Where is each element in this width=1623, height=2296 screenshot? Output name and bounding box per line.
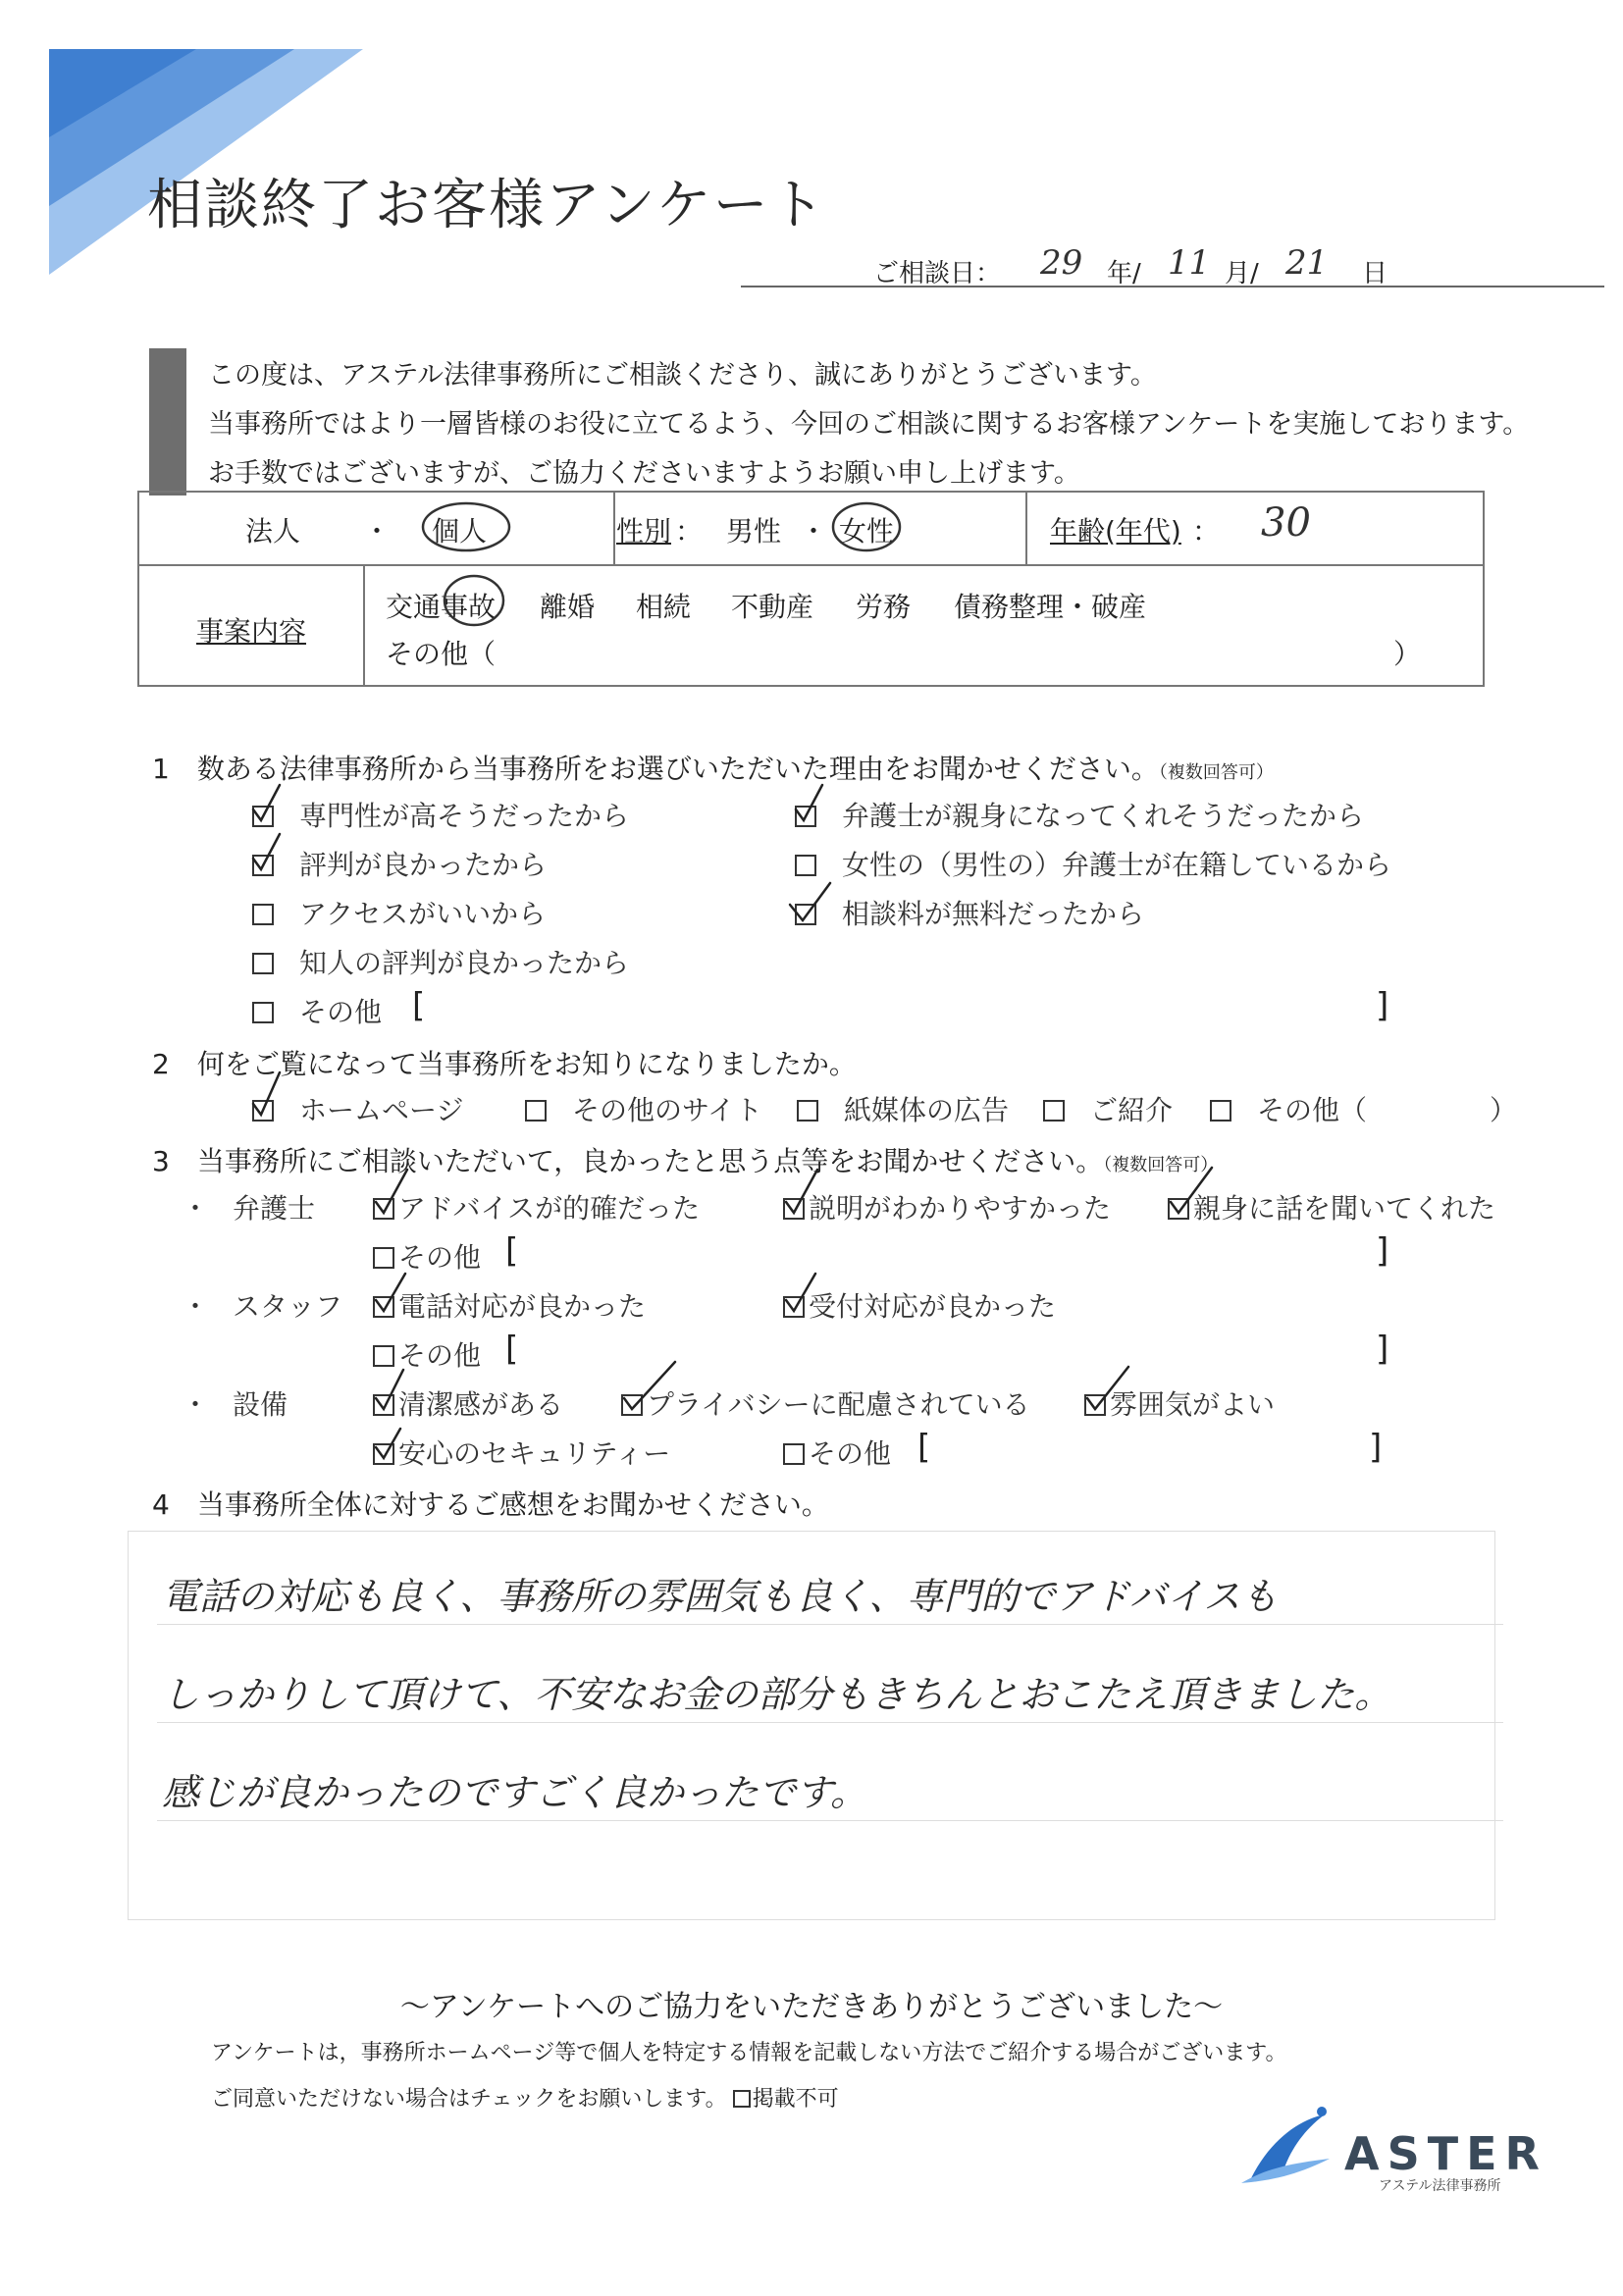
logo-name: ASTER: [1344, 2127, 1547, 2180]
table-divider: [613, 491, 615, 564]
intro-line: お手数ではございますが、ご協力くださいますようお願い申し上げます。: [208, 458, 1080, 489]
checkbox[interactable]: [795, 904, 816, 925]
page-title: 相談終了お客様アンケート: [147, 174, 827, 237]
q3-option[interactable]: アドバイスが的確だった: [373, 1187, 700, 1226]
comment-line: しっかりして頂けて、不安なお金の部分もきちんとおこたえ頂きました。: [162, 1673, 1392, 1716]
corp-option[interactable]: 法人: [245, 515, 301, 548]
q3-option[interactable]: その他: [783, 1433, 891, 1472]
colon: ：: [1192, 515, 1221, 548]
checkbox[interactable]: [373, 1198, 394, 1220]
checkbox[interactable]: [795, 806, 816, 827]
colon: ：: [675, 515, 704, 548]
case-item[interactable]: 離婚: [540, 591, 596, 623]
intro-line: この度は、アステル法律事務所にご相談くださり、誠にありがとうございます。: [208, 360, 1157, 391]
male-option[interactable]: 男性: [726, 515, 782, 548]
open-bracket: [: [917, 1428, 931, 1467]
question-3: 3 当事務所にご相談いただいて，良かったと思う点等をお聞かせください。（複数回答可）: [152, 1145, 1219, 1177]
checkbox[interactable]: [1043, 1100, 1065, 1122]
close-bracket: ]: [1369, 1428, 1383, 1467]
checkbox[interactable]: [373, 1247, 394, 1269]
checkbox[interactable]: [252, 904, 274, 925]
date-month: 11: [1168, 243, 1211, 283]
date-underline: [741, 286, 1604, 287]
q3-option[interactable]: 説明がわかりやすかった: [783, 1187, 1111, 1226]
checkbox[interactable]: [1210, 1100, 1231, 1122]
table-divider: [137, 564, 1485, 566]
case-item[interactable]: 債務整理・破産: [954, 591, 1147, 623]
comment-line: 感じが良かったのですごく良かったです。: [162, 1771, 867, 1814]
female-option[interactable]: 女性: [839, 515, 895, 548]
q2-option[interactable]: ご紹介: [1043, 1089, 1173, 1128]
checkbox[interactable]: [525, 1100, 547, 1122]
separator: ・: [363, 515, 392, 548]
q3-option[interactable]: 受付対応が良かった: [783, 1285, 1056, 1325]
circle-mark: [440, 571, 508, 630]
gender-label: 性別: [616, 515, 672, 548]
open-bracket: [: [412, 986, 426, 1025]
checkbox[interactable]: [1084, 1394, 1106, 1416]
age-label: 年齢(年代): [1050, 515, 1181, 548]
q2-option[interactable]: その他のサイト: [525, 1089, 762, 1128]
question-2: 2 何をご覧になって当事務所をお知りになりましたか。: [152, 1048, 857, 1080]
date-day: 21: [1285, 243, 1329, 283]
logo-subtitle: アステル法律事務所: [1379, 2178, 1501, 2194]
checkbox[interactable]: [783, 1296, 805, 1318]
age-value: 30: [1261, 500, 1311, 546]
q1-option[interactable]: 知人の評判が良かったから: [252, 942, 629, 981]
table-divider: [363, 564, 365, 687]
q1-option[interactable]: 評判が良かったから: [252, 844, 547, 883]
case-item[interactable]: 交通事故: [386, 591, 497, 623]
q3-option[interactable]: 清潔感がある: [373, 1383, 563, 1423]
checkbox[interactable]: [373, 1296, 394, 1318]
q3-option[interactable]: その他: [373, 1236, 481, 1276]
q1-option[interactable]: アクセスがいいから: [252, 893, 546, 932]
date-month-unit: 月/: [1225, 259, 1259, 288]
case-other-open[interactable]: その他（: [386, 638, 497, 670]
q1-option[interactable]: 専門性が高そうだったから: [252, 795, 629, 834]
date-day-unit: 日: [1362, 259, 1388, 288]
open-bracket: [: [505, 1231, 519, 1271]
case-label: 事案内容: [196, 615, 307, 648]
date-year-unit: 年/: [1107, 259, 1141, 288]
case-other-close: ）: [1393, 638, 1422, 670]
open-bracket: [: [505, 1330, 519, 1369]
q2-option[interactable]: その他（: [1210, 1089, 1367, 1128]
q1-option[interactable]: 弁護士が親身になってくれそうだったから: [795, 795, 1364, 834]
question-1: 1 数ある法律事務所から当事務所をお選びいただいた理由をお聞かせください。（複数回答可）: [152, 753, 1274, 785]
q3-option[interactable]: プライバシーに配慮されている: [621, 1383, 1030, 1423]
checkbox[interactable]: [783, 1443, 805, 1465]
q1-option[interactable]: その他: [252, 991, 382, 1030]
checkbox[interactable]: [373, 1345, 394, 1367]
q3-group-facility: 設備: [233, 1388, 288, 1421]
circle-mark: [827, 498, 906, 555]
q1-option[interactable]: 女性の（男性の）弁護士が在籍しているから: [795, 844, 1391, 883]
date-label: ご相談日：: [873, 259, 1002, 288]
no-publish-checkbox[interactable]: [733, 2090, 751, 2108]
q2-option[interactable]: 紙媒体の広告: [797, 1089, 1009, 1128]
q3-option[interactable]: 雰囲気がよい: [1084, 1383, 1275, 1423]
q3-option[interactable]: 安心のセキュリティー: [373, 1433, 670, 1472]
q2-option[interactable]: ホームページ: [252, 1089, 463, 1128]
checkbox[interactable]: [373, 1443, 394, 1465]
case-item[interactable]: 相続: [636, 591, 692, 623]
checkbox[interactable]: [1168, 1198, 1189, 1220]
circle-mark: [417, 498, 515, 555]
close-bracket: ]: [1376, 986, 1389, 1025]
individual-option[interactable]: 個人: [432, 515, 488, 548]
q2-other-close: ）: [1490, 1094, 1518, 1126]
bullet: ・: [182, 1192, 210, 1225]
comment-rule: [157, 1820, 1503, 1821]
checkbox[interactable]: [252, 1100, 274, 1122]
q3-option[interactable]: その他: [373, 1334, 481, 1374]
thanks-message: ～アンケートへのご協力をいただきありがとうございました～: [399, 1990, 1224, 2024]
bullet: ・: [182, 1388, 210, 1421]
q1-option[interactable]: 相談料が無料だったから: [795, 893, 1144, 932]
q3-group-staff: スタッフ: [233, 1290, 343, 1323]
footnote: ご同意いただけない場合はチェックをお願いします。 掲載不可: [211, 2087, 839, 2112]
checkbox[interactable]: [783, 1198, 805, 1220]
checkbox[interactable]: [373, 1394, 394, 1416]
footnote: アンケートは，事務所ホームページ等で個人を特定する情報を記載しない方法でご紹介する場合がございます。: [211, 2041, 1287, 2065]
checkbox[interactable]: [252, 855, 274, 876]
checkbox[interactable]: [797, 1100, 818, 1122]
case-item[interactable]: 労務: [856, 591, 912, 623]
checkbox[interactable]: [252, 806, 274, 827]
close-bracket: ]: [1376, 1231, 1389, 1271]
checkbox[interactable]: [621, 1394, 643, 1416]
intro-line: 当事務所ではより一層皆様のお役に立てるよう、今回のご相談に関するお客様アンケートを実施しております。: [208, 409, 1530, 440]
comment-rule: [157, 1624, 1503, 1625]
checkbox[interactable]: [795, 855, 816, 876]
q3-option[interactable]: 電話対応が良かった: [373, 1285, 646, 1325]
comment-line: 電話の対応も良く、事務所の雰囲気も良く、専門的でアドバイスも: [162, 1575, 1279, 1618]
close-bracket: ]: [1376, 1330, 1389, 1369]
date-year: 29: [1040, 243, 1083, 283]
aster-logo-icon: [1231, 2100, 1339, 2193]
question-4: 4 当事務所全体に対するご感想をお聞かせください。: [152, 1488, 829, 1521]
q3-group-lawyer: 弁護士: [233, 1192, 316, 1225]
table-divider: [1025, 491, 1027, 564]
intro-accent-bar: [149, 348, 186, 496]
q3-option[interactable]: 親身に話を聞いてくれた: [1168, 1187, 1495, 1226]
checkbox[interactable]: [252, 953, 274, 974]
bullet: ・: [182, 1290, 210, 1323]
comment-rule: [157, 1722, 1503, 1723]
checkbox[interactable]: [252, 1002, 274, 1023]
case-item[interactable]: 不動産: [731, 591, 814, 623]
separator: ・: [800, 515, 828, 548]
